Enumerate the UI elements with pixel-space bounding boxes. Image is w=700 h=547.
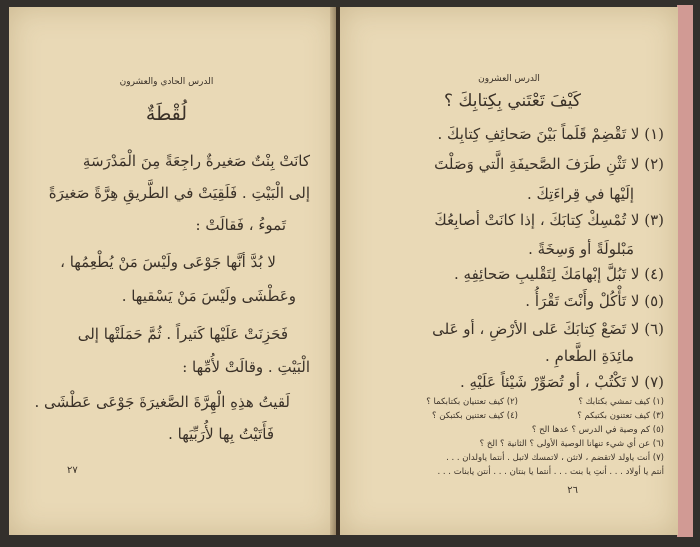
right-lesson-title: كَيْفَ تَعْتَني بِكِتابِكَ ؟	[444, 91, 581, 111]
advice-item: (٥) لا تَأْكُلْ وأَنْتَ تَقْرَأُ .	[525, 292, 664, 310]
question-line: (٣) كيف تعتنون بكتبكم ؟	[577, 411, 664, 421]
question-line: (٤) كيف تعتنين بكتبكن ؟	[432, 411, 518, 421]
question-line: (١) كيف تمشي بكتابك ؟	[578, 397, 664, 407]
page-edge	[677, 5, 693, 537]
advice-item: مَبْلولَةً أو وَسِخَةً .	[528, 240, 634, 258]
story-line: كانَتْ بِنْتٌ صَغيرةٌ راجِعَةً مِنَ الْمَدْرَسَةِ	[82, 152, 310, 170]
right-running-head: الدرس العشرون	[478, 74, 540, 84]
question-line: أنتم يا أولاد . . . أنتِ يا بنت . . . أنتما يا بنتان . . . أنتن يابنات . . .	[437, 467, 664, 477]
advice-item: إلَيْها في قِراءَتِكَ .	[527, 185, 634, 203]
advice-item: (٢) لا تَثْنِ طَرَفَ الصَّحيفَةِ الَّتي وَصَلْتَ	[434, 155, 664, 173]
right-page	[340, 7, 678, 535]
question-line: (٧) أنت ياولد لاتقضم ، لاتثن ، لاتمسك لاتبل . أنتما ياولدان . . .	[446, 453, 664, 463]
story-line: وعَطْشَى ولَيْسَ مَنْ يَسْقيها .	[121, 287, 296, 305]
story-line: لا بُدَّ أنَّها جَوْعَى ولَيْسَ مَنْ يُطْعِمُها ،	[60, 253, 276, 271]
story-line: فَأَتَيْتُ بِها لأُرَبِّيَها .	[168, 425, 274, 443]
left-page-number: ٢٧	[67, 465, 78, 476]
right-page-number: ٢٦	[567, 485, 578, 496]
story-line: الْبَيْتِ . وقالَتْ لأُمِّها :	[182, 358, 310, 376]
advice-item: (٣) لا تُمْسِكْ كِتابَكَ ، إذا كانَتْ أصابِعُكَ	[434, 211, 664, 229]
story-line: فَحَزِنَتْ عَلَيْها كَثيراً . ثُمَّ حَمَلَتْها إلى	[77, 325, 288, 343]
advice-item: (٧) لا تَكْتُبْ ، أو تُصَوِّرْ شَيْئاً عَلَيْهِ .	[459, 373, 664, 391]
question-line: (٢) كيف تعتنيان بكتابكما ؟	[426, 397, 518, 407]
question-line: (٦) عن أي شيء تنهانا الوصية الأولى ؟ الثانية ؟ الخ ؟	[479, 439, 664, 449]
advice-item: (١) لا تَقْضِمْ قَلَماً بَيْنَ صَحائِفِ كِتابِكَ .	[437, 125, 664, 143]
left-page	[9, 7, 336, 535]
advice-item: مائِدَةِ الطَّعامِ .	[545, 347, 634, 365]
story-line: إلى الْبَيْتِ . فَلَقِيَتْ في الطَّريقِ هِرَّةً صَغيرَةً	[48, 184, 310, 202]
advice-item: (٤) لا تَبُلَّ إبْهامَكَ لِتَقْليبِ صَحائِفِهِ .	[454, 265, 664, 283]
question-line: (٥) كم وصية في الدرس ؟ عدها الح ؟	[531, 425, 664, 435]
story-line: تَموءُ ، فَقالَتْ :	[195, 216, 286, 234]
advice-item: (٦) لا تَضَعْ كِتابَكَ عَلى الأرْضِ ، أو عَلى	[432, 320, 664, 338]
left-running-head: الدرس الحادي والعشرون	[119, 77, 214, 87]
left-lesson-title: لُقْطَةٌ	[145, 103, 188, 125]
story-line: لَقيتُ هذِهِ الْهِرَّةَ الصَّغيرَةَ جَوْعَى عَطْشَى .	[34, 393, 290, 411]
